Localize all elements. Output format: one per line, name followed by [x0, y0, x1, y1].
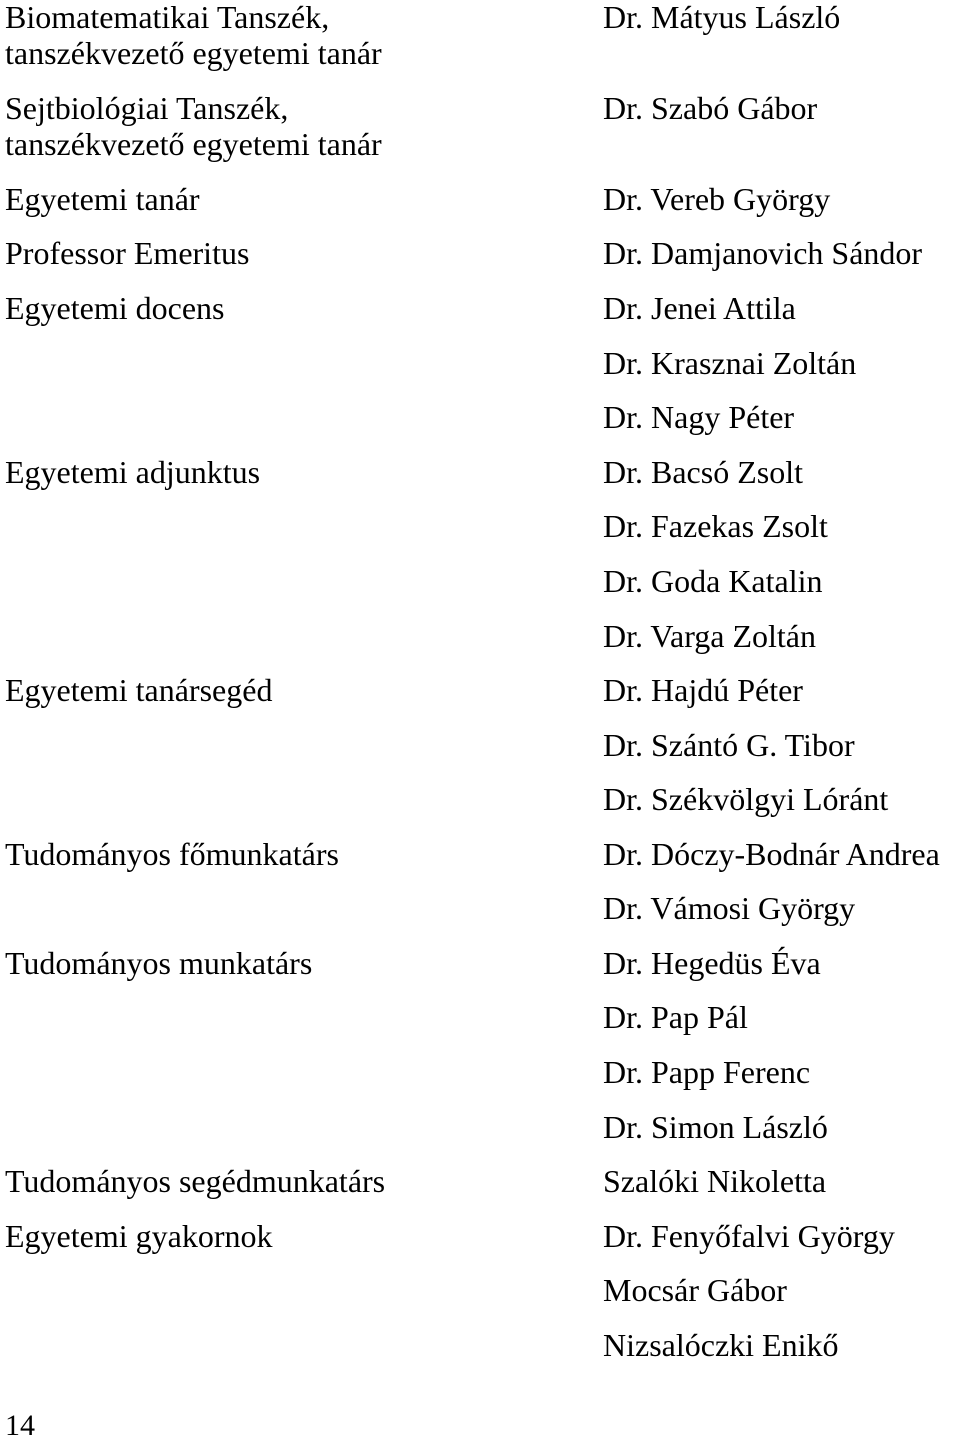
name-entry: Dr. Pap Pál	[603, 999, 748, 1035]
position-biomathematics-dept: Biomatematikai Tanszék,	[5, 0, 330, 35]
page-number: 14	[5, 1409, 35, 1442]
name-entry: Dr. Székvölgyi Lóránt	[603, 781, 889, 817]
name-entry: Dr. Jenei Attila	[603, 290, 796, 326]
position-research-fellow: Tudományos munkatárs	[5, 945, 313, 981]
name-entry: Dr. Goda Katalin	[603, 563, 823, 599]
name-entry: Dr. Szabó Gábor	[603, 90, 818, 126]
name-entry: Dr. Hajdú Péter	[603, 672, 803, 708]
position-assistant-lecturer: Egyetemi tanársegéd	[5, 672, 273, 708]
position-trainee: Egyetemi gyakornok	[5, 1218, 273, 1254]
position-cell-biology-dept: Sejtbiológiai Tanszék,	[5, 90, 289, 126]
name-entry: Dr. Krasznai Zoltán	[603, 345, 857, 381]
position-associate-professor: Egyetemi docens	[5, 290, 225, 326]
name-entry: Dr. Fazekas Zsolt	[603, 508, 828, 544]
name-entry: Dr. Nagy Péter	[603, 399, 795, 435]
name-entry: Dr. Simon László	[603, 1109, 828, 1145]
name-entry: Szalóki Nikoletta	[603, 1163, 827, 1199]
name-entry: Dr. Vereb György	[603, 181, 831, 217]
name-entry: Dr. Vámosi György	[603, 890, 856, 926]
name-entry: Dr. Bacsó Zsolt	[603, 454, 803, 490]
name-entry: Dr. Fenyőfalvi György	[603, 1218, 895, 1254]
position-research-assistant: Tudományos segédmunkatárs	[5, 1163, 386, 1199]
position-head-professor-2: tanszékvezető egyetemi tanár	[5, 126, 382, 162]
name-entry: Dr. Damjanovich Sándor	[603, 235, 923, 271]
position-professor-emeritus: Professor Emeritus	[5, 235, 250, 271]
name-entry: Dr. Papp Ferenc	[603, 1054, 811, 1090]
name-entry: Dr. Szántó G. Tibor	[603, 727, 855, 763]
name-entry: Dr. Hegedüs Éva	[603, 945, 821, 981]
name-entry: Dr. Mátyus László	[603, 0, 841, 35]
position-assistant-professor: Egyetemi adjunktus	[5, 454, 261, 490]
name-entry: Mocsár Gábor	[603, 1272, 787, 1308]
position-senior-research-fellow: Tudományos főmunkatárs	[5, 836, 339, 872]
name-entry: Dr. Varga Zoltán	[603, 618, 816, 654]
position-professor: Egyetemi tanár	[5, 181, 200, 217]
name-entry: Dr. Dóczy-Bodnár Andrea	[603, 836, 940, 872]
name-entry: Nizsalóczki Enikő	[603, 1327, 839, 1363]
position-head-professor-1: tanszékvezető egyetemi tanár	[5, 35, 382, 71]
